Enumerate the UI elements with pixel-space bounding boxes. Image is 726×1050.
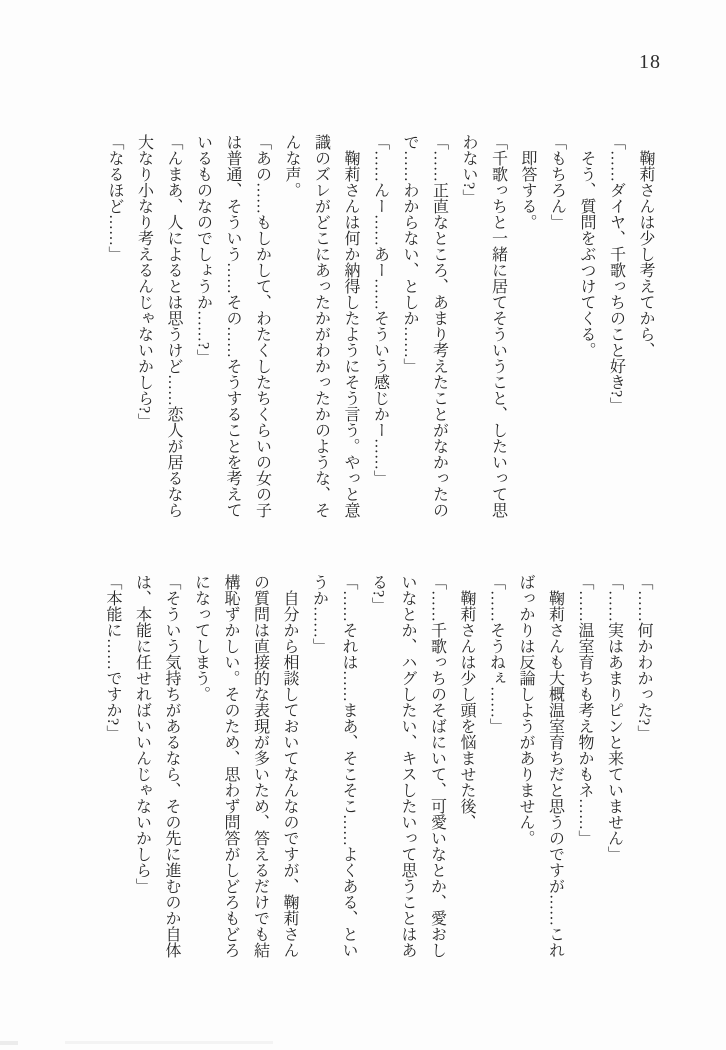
- paragraph: 鞠莉さんも大概温室育ちだと思うのですが……こればっかりは反論しようがありません。: [517, 574, 564, 958]
- scan-artifact-line: [65, 1041, 273, 1044]
- paragraph: 「……千歌っちのそばにいて、可愛いなとか、愛おしいなとか、ハグしたい、キスしたいって思うことはある?」: [369, 574, 446, 958]
- paragraph: 鞠莉さんは少し頭を悩ませた後、: [458, 590, 475, 830]
- paragraph: 「もちろん」: [548, 134, 566, 230]
- paragraph: 「……何かわかった?」: [635, 574, 652, 742]
- paragraph: 「なるほど……」: [106, 134, 123, 262]
- paragraph: 「……んー……あー……そういう感じかー……」: [371, 134, 389, 486]
- paragraph: 「……実はあまりピンと来ていません」: [605, 574, 623, 862]
- paragraph: 「そういう気持ちがあるなら、その先に進むのか自体は、本能に任せればいいんじゃないかしら」: [133, 574, 180, 958]
- main-text-block-top: [100, 134, 661, 519]
- paragraph: 「んまあ、人によるとは思うけど……恋人が居るなら大なり小なり考えるんじゃないかしら?」: [135, 134, 182, 518]
- paragraph: 「……それは……まあ、そこそこ……よくある、というか……」: [310, 574, 357, 958]
- page-number: 18: [639, 51, 661, 73]
- paragraph: 「あの……もしかして、わたくしたちくらいの女の子は普通、そういう……その……そうすることを考えているものなのでしょうか……?」: [194, 134, 271, 518]
- paragraph: 即答する。: [519, 150, 536, 230]
- main-text-block-bottom: [98, 574, 659, 959]
- paragraph: 自分から相談しておいてなんなのですが、鞠莉さんの質問は直接的な表現が多いため、答えるだけでも結構恥ずかしい。そのため、思わず問答がしどろもどろになってしまう。: [192, 574, 298, 958]
- paragraph: 「……ダイヤ、千歌っちのこと好き?」: [607, 134, 625, 414]
- paragraph: 鞠莉さんは何か納得したようにそう言う。やっと意識のズレがどこにあったかがわかったかのような、そんな声。: [283, 134, 359, 518]
- paragraph: 「……正直なところ、あまり考えたことがなかったので……わからない、としか……」: [401, 134, 448, 518]
- paragraph: そう、質問をぶつけてくる。: [578, 150, 595, 358]
- paragraph: 「千歌っちと一緒に居てそういうこと、したいって思わない?」: [460, 134, 507, 518]
- scan-artifact-line: [0, 1041, 18, 1045]
- paragraph: 「……温室育ちも考え物かもネ……」: [576, 574, 593, 846]
- paragraph: 鞠莉さんは少し考えてから、: [637, 150, 654, 358]
- paragraph: 「……そうねぇ……」: [487, 574, 505, 734]
- paragraph: 「本能に……ですか?」: [104, 574, 121, 742]
